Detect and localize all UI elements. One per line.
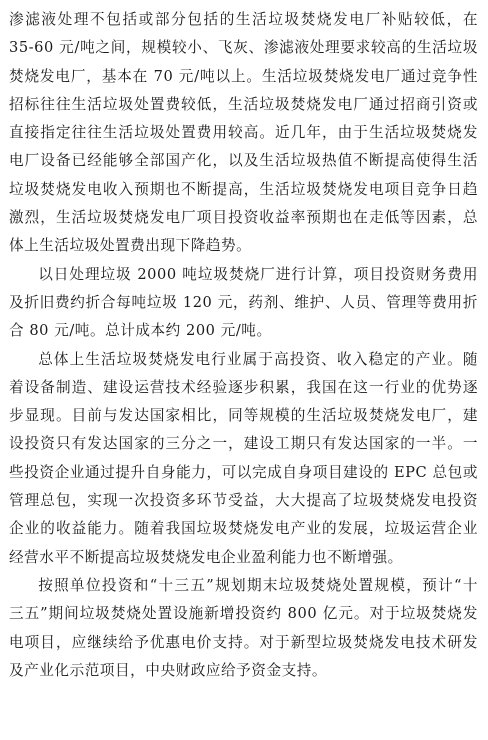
- text-line: 着设备制造、建设运营技术经验逐步积累，我国在这一行业的优势逐: [9, 378, 478, 396]
- text-line: 垃圾焚烧发电收入预期也不断提高，生活垃圾焚烧发电项目竞争日趋: [9, 180, 478, 198]
- text-line: 企业的收益能力。随着我国垃圾焚烧发电产业的发展，垃圾运营企业: [9, 520, 478, 538]
- text-line: 及折旧费约折合每吨垃圾 120 元，药剂、维护、人员、管理等费用折: [9, 293, 478, 311]
- paragraph-4: [9, 572, 478, 685]
- text-line: 体上生活垃圾处置费出现下降趋势。: [9, 237, 252, 255]
- text-line: 35-60 元/吨之间，规模较小、飞灰、渗滤液处理要求较高的生活垃圾: [9, 39, 478, 57]
- text-line: 三五”期间垃圾焚烧处置设施新增投资约 800 亿元。对于垃圾焚烧发: [9, 605, 478, 623]
- text-line: 以日处理垃圾 2000 吨垃圾焚烧厂进行计算，项目投资财务费用: [38, 265, 478, 283]
- text-line: 合 80 元/吨。总计成本约 200 元/吨。: [9, 322, 272, 340]
- text-line: 渗滤液处理不包括或部分包括的生活垃圾焚烧发电厂补贴较低，在: [9, 11, 478, 28]
- text-line: 招标往往生活垃圾处置费较低，生活垃圾焚烧发电厂通过招商引资或: [9, 95, 478, 113]
- text-line: 步显现。目前与发达国家相比，同等规模的生活垃圾焚烧发电厂，建: [9, 407, 478, 425]
- text-line: 焚烧发电厂，基本在 70 元/吨以上。生活垃圾焚烧发电厂通过竞争性: [9, 67, 478, 85]
- paragraph-3: [9, 346, 478, 572]
- text-line: 按照单位投资和“十三五”规划期末垃圾焚烧处置规模，预计“十: [38, 576, 478, 594]
- text-line: 管理总包，实现一次投资多环节受益，大大提高了垃圾焚烧发电投资: [9, 492, 478, 510]
- text-line: 直接指定往往生活垃圾处置费用较高。近几年，由于生活垃圾焚烧发: [9, 124, 478, 142]
- text-line: 些投资企业通过提升自身能力，可以完成自身项目建设的 EPC 总包或: [9, 463, 478, 481]
- text-line: 及产业化示范项目，中央财政应给予资金支持。: [9, 661, 328, 679]
- text-line: 电厂设备已经能够全部国产化，以及生活垃圾热值不断提高使得生活: [9, 152, 478, 170]
- paragraph-1: [9, 6, 478, 261]
- text-line: 电项目，应继续给予优惠电价支持。对于新型垃圾焚烧发电技术研发: [9, 633, 478, 651]
- text-line: 经营水平不断提高垃圾焚烧发电企业盈利能力也不断增强。: [9, 548, 403, 566]
- text-line: 设投资只有发达国家的三分之一，建设工期只有发达国家的一半。一: [9, 435, 478, 453]
- text-line: 激烈，生活垃圾焚烧发电厂项目投资收益率预期也在走低等因素，总: [9, 209, 478, 227]
- text-line: 总体上生活垃圾焚烧发电行业属于高投资、收入稳定的产业。随: [38, 350, 478, 368]
- paragraph-2: [9, 261, 478, 346]
